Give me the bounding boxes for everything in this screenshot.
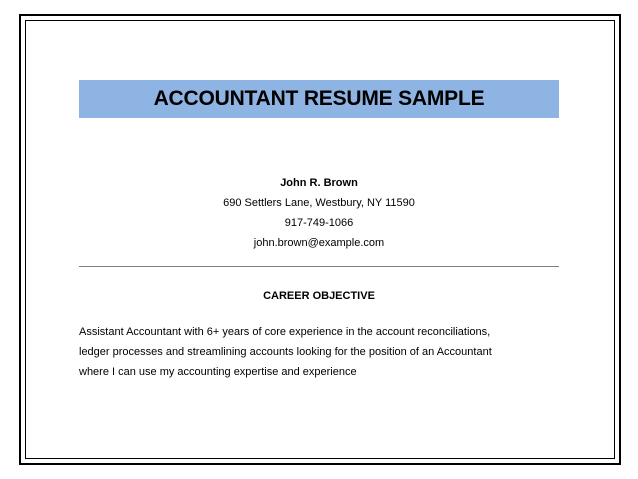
contact-phone: 917-749-1066 — [284, 217, 354, 229]
section-divider — [79, 266, 559, 267]
career-objective-text — [79, 322, 559, 382]
contact-block — [79, 173, 559, 253]
objective-line: Assistant Accountant with 6+ years of core experience in the account reconciliations, — [79, 326, 491, 338]
contact-email: john.brown@example.com — [253, 237, 385, 249]
title-banner — [79, 80, 559, 118]
contact-address: 690 Settlers Lane, Westbury, NY 11590 — [223, 197, 415, 209]
objective-line: where I can use my accounting expertise and experience — [79, 366, 357, 378]
career-objective-heading: CAREER OBJECTIVE — [263, 290, 375, 302]
document-title: ACCOUNTANT RESUME SAMPLE — [153, 87, 485, 110]
objective-line: ledger processes and streamlining accounts looking for the position of an Accountant — [79, 346, 492, 358]
contact-name: John R. Brown — [280, 177, 358, 189]
